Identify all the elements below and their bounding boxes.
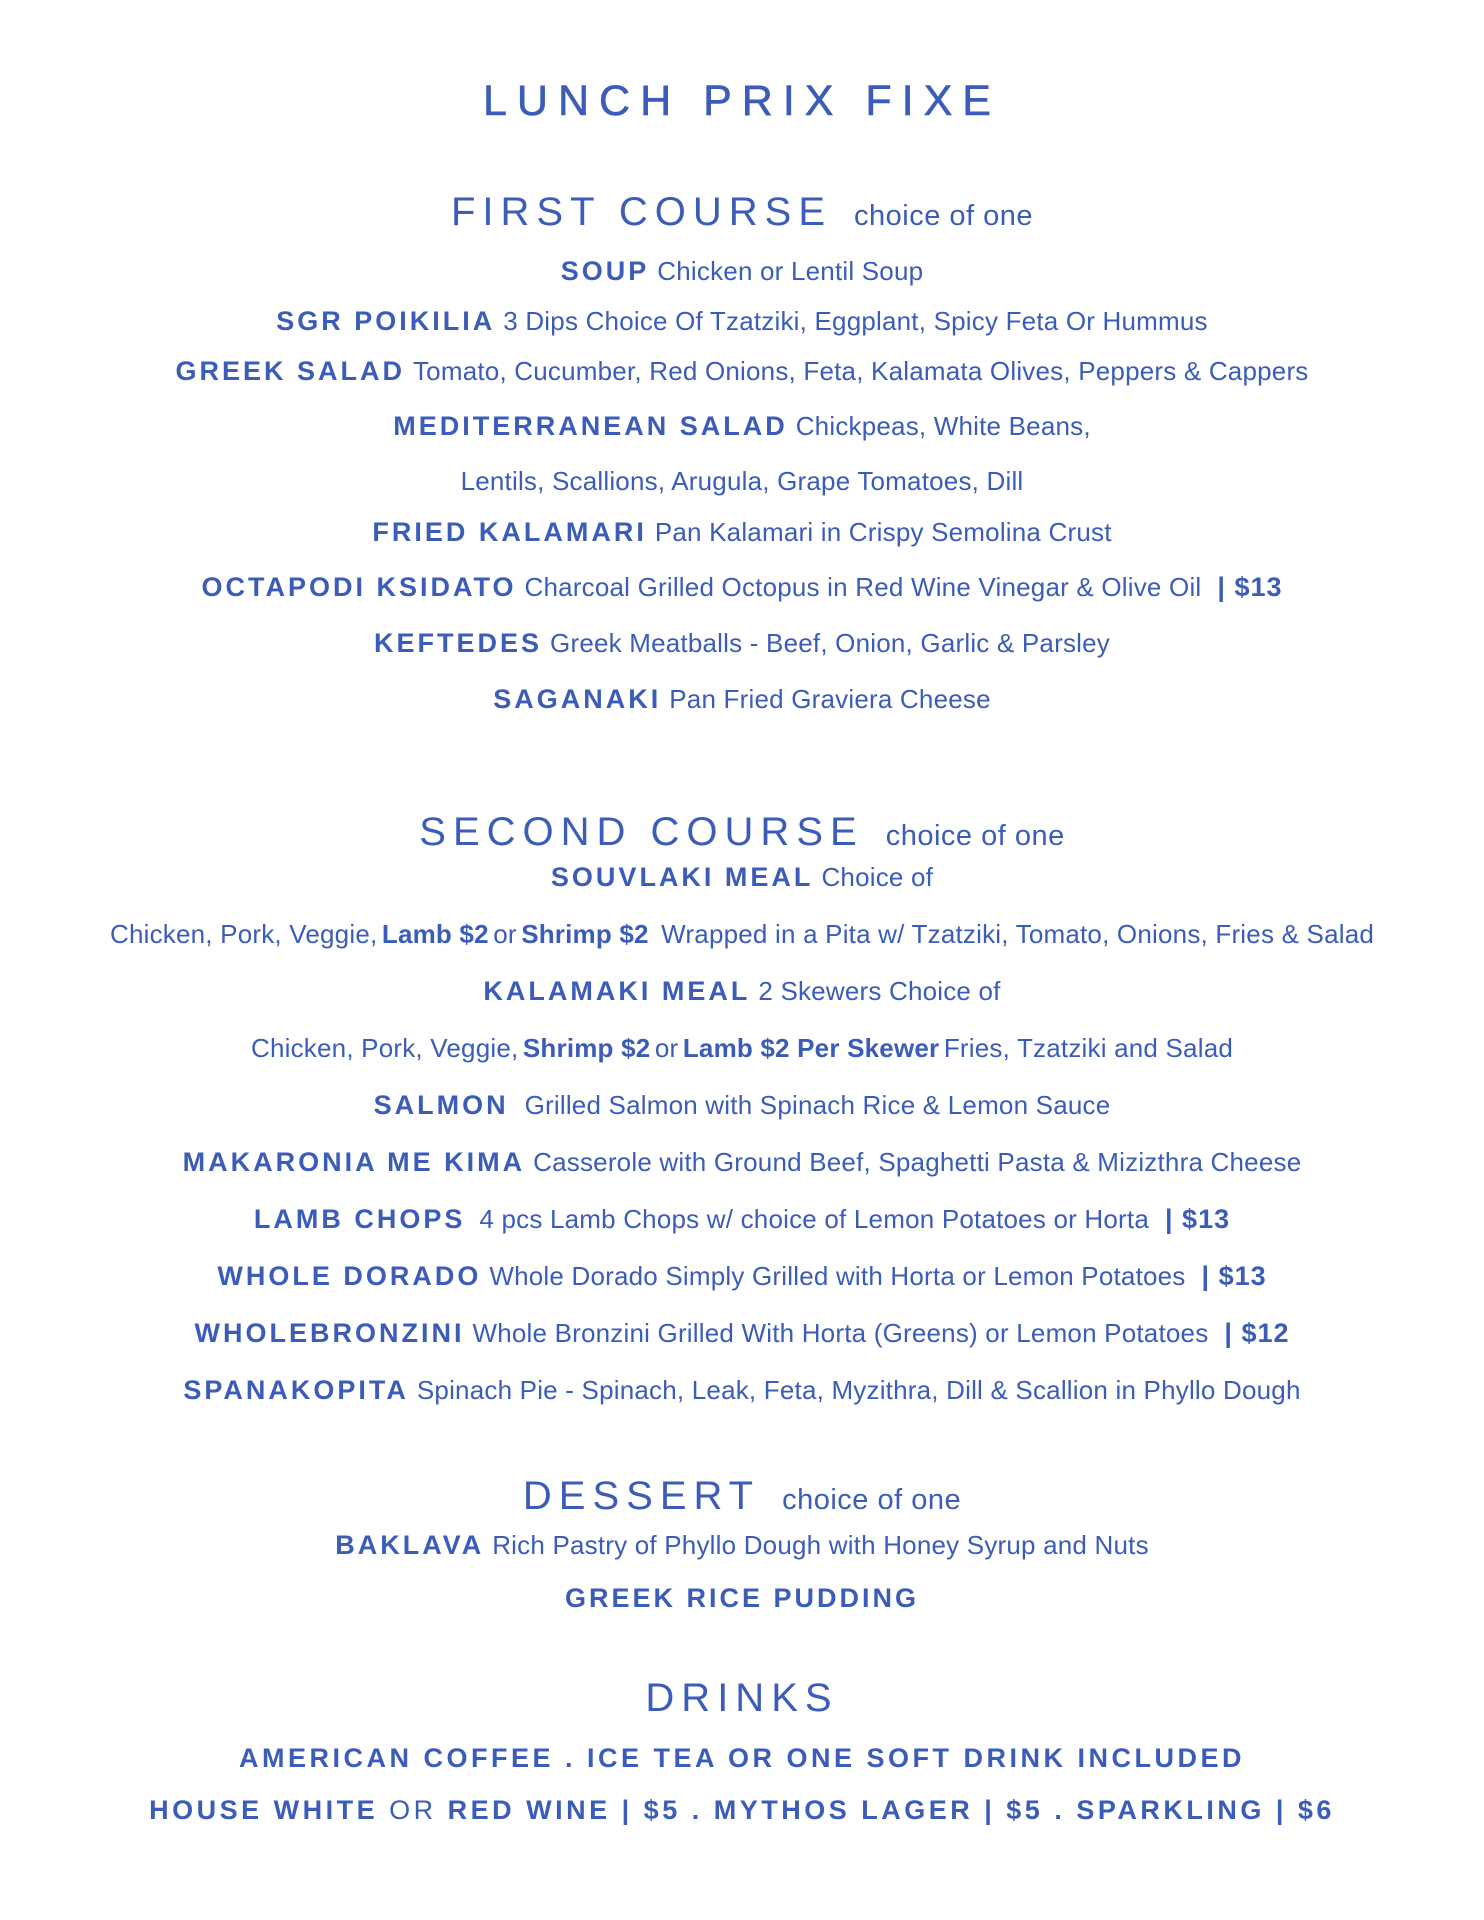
item-name: SGR POIKILIA xyxy=(276,306,496,336)
item-name: WHOLEBRONZINI xyxy=(194,1318,465,1348)
dessert-title: DESSERT xyxy=(522,1474,761,1518)
item-desc: Rich Pastry of Phyllo Dough with Honey Syrup and Nuts xyxy=(492,1530,1149,1560)
item-desc: Greek Meatballs - Beef, Onion, Garlic & Parsley xyxy=(550,628,1110,658)
first-course-note: choice of one xyxy=(854,200,1034,232)
dessert-heading xyxy=(0,1476,1484,1516)
menu-item-wholebronzini xyxy=(0,1320,1484,1347)
first-course-title: FIRST COURSE xyxy=(450,190,833,234)
menu-item-makaronia-me-kima xyxy=(0,1149,1484,1176)
menu-item-greek-rice-pudding xyxy=(0,1585,1484,1612)
menu-item-kalamaki-meal xyxy=(0,978,1484,1005)
item-option: Lamb $2 xyxy=(381,919,489,949)
menu-item-souvlaki-meal xyxy=(0,864,1484,891)
menu-item-salmon xyxy=(0,1092,1484,1119)
item-desc: 4 pcs Lamb Chops w/ choice of Lemon Potatoes or Horta xyxy=(479,1204,1149,1234)
menu-item-lamb-chops xyxy=(0,1206,1484,1233)
menu-item-saganaki xyxy=(0,686,1484,713)
item-name: MEDITERRANEAN SALAD xyxy=(393,411,788,441)
item-desc: Grilled Salmon with Spinach Rice & Lemon Sauce xyxy=(524,1090,1111,1120)
item-desc: Choice of xyxy=(821,862,934,892)
drinks-or: OR xyxy=(389,1795,437,1825)
second-course-title: SECOND COURSE xyxy=(419,810,864,854)
item-name: GREEK SALAD xyxy=(175,356,405,386)
drinks-title: DRINKS xyxy=(645,1676,839,1720)
item-name: GREEK RICE PUDDING xyxy=(564,1583,920,1613)
menu-item-baklava xyxy=(0,1532,1484,1559)
item-desc: Chicken, Pork, Veggie, xyxy=(250,1033,519,1063)
drinks-heading xyxy=(0,1678,1484,1718)
item-name: SOUP xyxy=(560,256,650,286)
menu-item-greek-salad xyxy=(0,358,1484,385)
item-desc: Charcoal Grilled Octopus in Red Wine Vinegar & Olive Oil xyxy=(524,572,1202,602)
item-option: Lamb $2 Per Skewer xyxy=(682,1033,940,1063)
menu-item-whole-dorado xyxy=(0,1263,1484,1290)
item-price: | $12 xyxy=(1224,1318,1290,1348)
item-name: SOUVLAKI MEAL xyxy=(550,862,814,892)
menu-item-mediterranean-salad-cont xyxy=(0,468,1484,494)
item-option: Shrimp $2 xyxy=(522,1033,651,1063)
menu-item-soup xyxy=(0,258,1484,285)
menu-item-spanakopita xyxy=(0,1377,1484,1404)
item-desc: Chicken or Lentil Soup xyxy=(657,256,924,286)
menu-item-keftedes xyxy=(0,630,1484,657)
item-desc: Casserole with Ground Beef, Spaghetti Pasta & Mizizthra Cheese xyxy=(533,1147,1302,1177)
menu-item-mediterranean-salad xyxy=(0,413,1484,440)
menu-item-kalamaki-meal-options xyxy=(0,1035,1484,1061)
item-desc: Whole Dorado Simply Grilled with Horta or Lemon Potatoes xyxy=(489,1261,1186,1291)
second-course-heading xyxy=(0,812,1484,852)
item-name: KALAMAKI MEAL xyxy=(483,976,751,1006)
item-desc: or xyxy=(654,1033,679,1063)
item-name: SALMON xyxy=(373,1090,509,1120)
item-price: | $13 xyxy=(1217,572,1283,602)
item-name: BAKLAVA xyxy=(335,1530,485,1560)
item-desc: Chickpeas, White Beans, xyxy=(795,411,1091,441)
item-desc: Pan Fried Graviera Cheese xyxy=(669,684,991,714)
item-desc: Whole Bronzini Grilled With Horta (Greens) or Lemon Potatoes xyxy=(472,1318,1209,1348)
drinks-wine-beer-line xyxy=(0,1797,1484,1824)
item-desc: Wrapped in a Pita w/ Tzatziki, Tomato, Onions, Fries & Salad xyxy=(661,919,1375,949)
item-name: WHOLE DORADO xyxy=(217,1261,482,1291)
item-desc: Spinach Pie - Spinach, Leak, Feta, Myzithra, Dill & Scallion in Phyllo Dough xyxy=(416,1375,1301,1405)
item-desc: Pan Kalamari in Crispy Semolina Crust xyxy=(654,517,1112,547)
item-price: | $13 xyxy=(1201,1261,1267,1291)
drinks-house-white: HOUSE WHITE xyxy=(149,1795,379,1825)
item-desc: Lentils, Scallions, Arugula, Grape Tomatoes, Dill xyxy=(460,466,1024,496)
item-desc: 3 Dips Choice Of Tzatziki, Eggplant, Spicy Feta Or Hummus xyxy=(503,306,1208,336)
item-name: FRIED KALAMARI xyxy=(372,517,647,547)
item-desc: Fries, Tzatziki and Salad xyxy=(943,1033,1234,1063)
item-price: | $13 xyxy=(1165,1204,1231,1234)
first-course-heading xyxy=(0,192,1484,232)
drinks-prices: RED WINE | $5 . MYTHOS LAGER | $5 . SPARKLING | $6 xyxy=(447,1795,1335,1825)
menu-item-souvlaki-meal-options xyxy=(0,921,1484,947)
item-option: Shrimp $2 xyxy=(521,919,649,949)
item-desc: or xyxy=(493,919,517,949)
menu-item-fried-kalamari xyxy=(0,519,1484,546)
item-name: LAMB CHOPS xyxy=(253,1204,466,1234)
menu-title: LUNCH PRIX FIXE xyxy=(483,77,1001,125)
item-name: SPANAKOPITA xyxy=(183,1375,409,1405)
menu-item-octapodi-ksidato xyxy=(0,574,1484,601)
item-name: MAKARONIA ME KIMA xyxy=(182,1147,526,1177)
item-desc: Tomato, Cucumber, Red Onions, Feta, Kalamata Olives, Peppers & Cappers xyxy=(412,356,1309,386)
menu-item-sgr-poikilia xyxy=(0,308,1484,335)
item-desc: Chicken, Pork, Veggie, xyxy=(109,919,378,949)
dessert-note: choice of one xyxy=(782,1484,962,1516)
item-name: KEFTEDES xyxy=(374,628,543,658)
item-name: OCTAPODI KSIDATO xyxy=(201,572,517,602)
drinks-included-line: AMERICAN COFFEE . ICE TEA OR ONE SOFT DRINK INCLUDED xyxy=(238,1743,1245,1773)
second-course-note: choice of one xyxy=(885,820,1065,852)
item-name: SAGANAKI xyxy=(493,684,662,714)
item-desc: 2 Skewers Choice of xyxy=(758,976,1001,1006)
